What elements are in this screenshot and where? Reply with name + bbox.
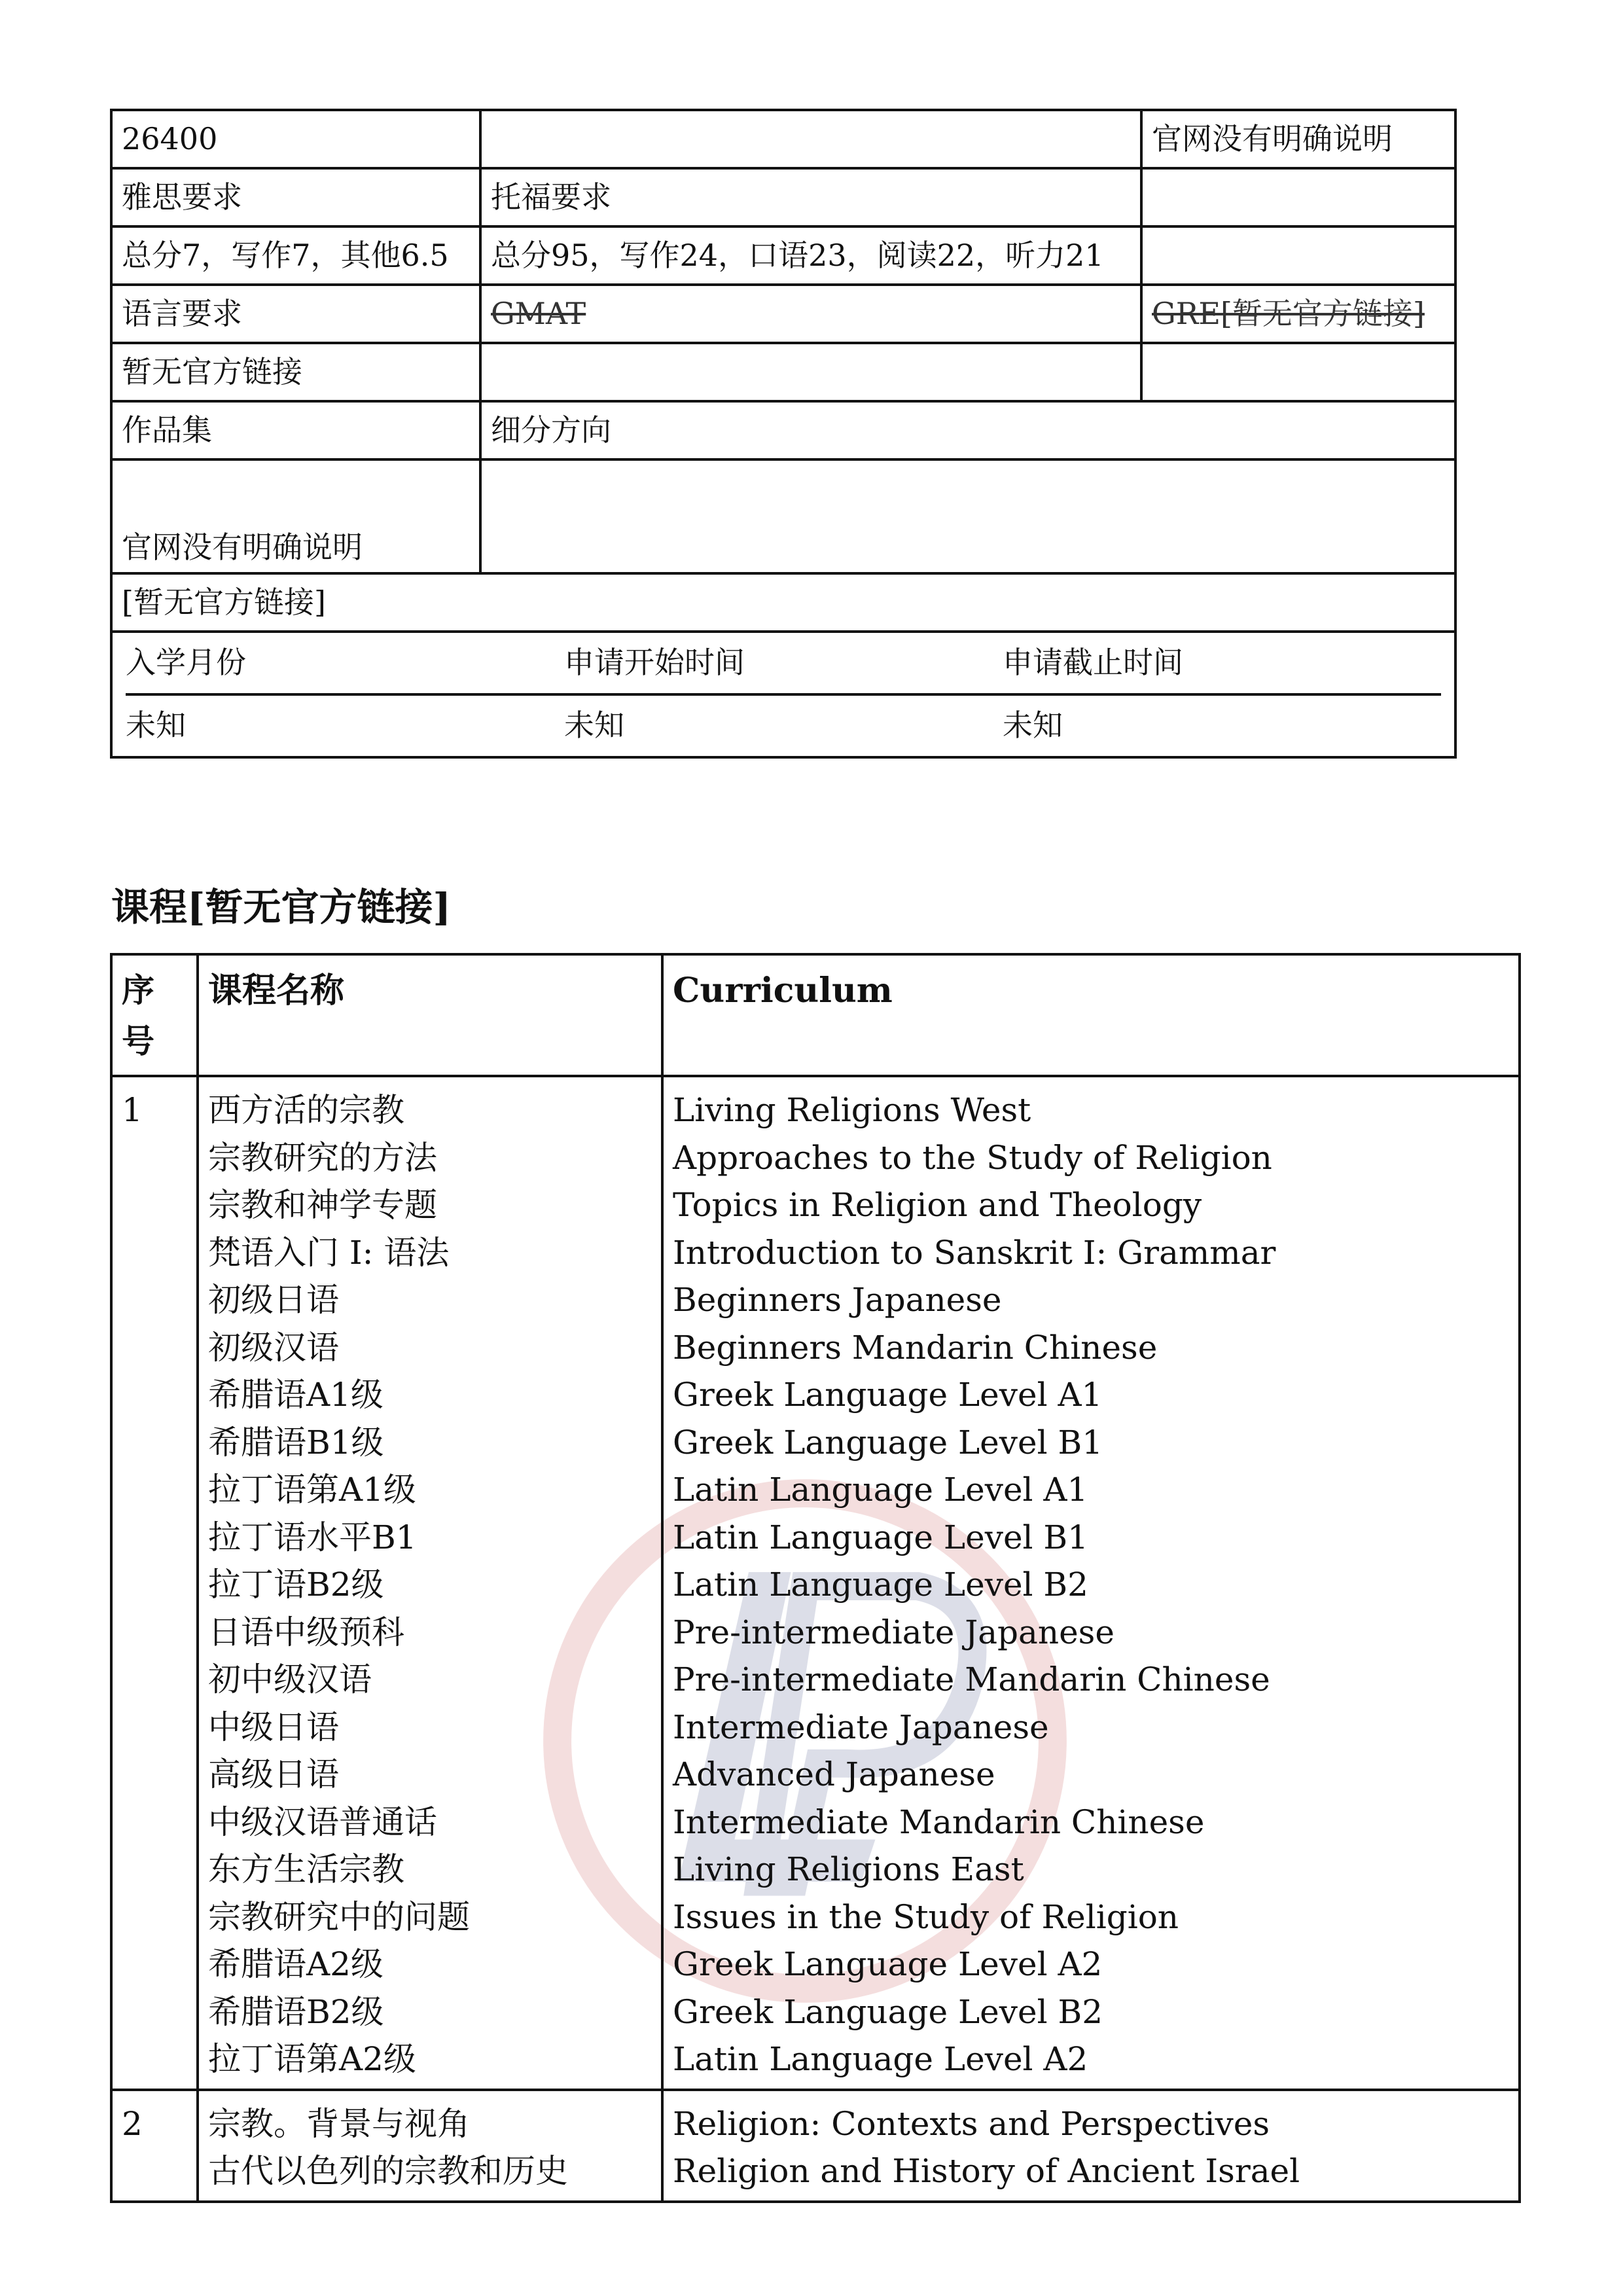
course-name-zh: 日语中级预科 <box>208 1613 404 1651</box>
tuition-note: 官网没有明确说明 <box>1141 110 1455 168</box>
course-name-zh: 初级汉语 <box>208 1328 339 1367</box>
open-value: 未知 <box>564 708 624 744</box>
course-name-en: Latin Language Level A2 <box>673 2040 1088 2078</box>
course-name-zh: 宗教和神学专题 <box>208 1186 437 1224</box>
course-name-zh: 中级汉语普通话 <box>208 1803 437 1841</box>
course-name-en: Beginners Mandarin Chinese <box>673 1328 1158 1367</box>
portfolio-label-row <box>111 401 1455 459</box>
course-name-en: Living Religions East <box>673 1850 1024 1888</box>
course-name-zh: 拉丁语第A2级 <box>208 2040 416 2078</box>
course-table <box>110 953 1521 2203</box>
course-name-en: Topics in Religion and Theology <box>673 1186 1202 1224</box>
col-num-text: 序号 <box>122 971 154 1060</box>
course-name-en: Advanced Japanese <box>673 1755 995 1793</box>
course-name-zh: 希腊语A2级 <box>208 1945 383 1983</box>
course-num: 2 <box>111 2090 198 2202</box>
course-name-en: Introduction to Sanskrit I: Grammar <box>673 1233 1276 1272</box>
portfolio-link-row <box>111 573 1455 632</box>
course-names-zh <box>198 1076 662 2090</box>
course-name-en: Greek Language Level A1 <box>673 1376 1103 1414</box>
course-name-en: Beginners Japanese <box>673 1281 1002 1319</box>
course-name-en: Pre-intermediate Mandarin Chinese <box>673 1660 1270 1698</box>
course-names-en <box>662 2090 1520 2202</box>
course-name-en: Latin Language Level A1 <box>673 1471 1088 1509</box>
language-link-row <box>111 343 1455 401</box>
course-name-zh: 希腊语A1级 <box>208 1376 383 1414</box>
table-row <box>111 1076 1520 2090</box>
tuition-value: 26400 <box>111 110 480 168</box>
dates-grid <box>126 633 1441 756</box>
course-name-zh: 拉丁语第A1级 <box>208 1471 416 1509</box>
program-info-table <box>110 109 1457 759</box>
course-name-zh: 西方活的宗教 <box>208 1091 404 1129</box>
col-name-header: 课程名称 <box>198 954 662 1076</box>
course-name-zh: 宗教。背景与视角 <box>208 2104 470 2143</box>
col-en-header: Curriculum <box>662 954 1520 1076</box>
course-name-en: Intermediate Mandarin Chinese <box>673 1803 1205 1841</box>
course-name-en: Approaches to the Study of Religion <box>673 1138 1272 1177</box>
test-label-row <box>111 168 1455 226</box>
course-name-en: Intermediate Japanese <box>673 1708 1049 1746</box>
language-label: 语言要求 <box>111 285 480 343</box>
course-name-zh: 东方生活宗教 <box>208 1850 404 1888</box>
portfolio-label: 作品集 <box>111 401 480 459</box>
empty-cell <box>1141 168 1455 226</box>
course-name-zh: 拉丁语水平B1 <box>208 1518 417 1556</box>
table-row <box>111 2090 1520 2202</box>
course-name-en: Pre-intermediate Japanese <box>673 1613 1115 1651</box>
course-name-zh: 希腊语B1级 <box>208 1423 384 1462</box>
gmat-label: GMAT <box>480 285 1141 343</box>
language-link: 暂无官方链接 <box>111 343 480 401</box>
course-name-en: Latin Language Level B2 <box>673 1566 1088 1604</box>
direction-label: 细分方向 <box>480 401 1455 459</box>
course-name-en: Religion: Contexts and Perspectives <box>673 2104 1270 2143</box>
tuition-row <box>111 110 1455 168</box>
portfolio-value-row <box>111 459 1455 573</box>
course-name-en: Religion and History of Ancient Israel <box>673 2152 1300 2190</box>
intake-value: 未知 <box>126 708 186 744</box>
courses-heading: 课程[暂无官方链接] <box>111 885 451 929</box>
course-names-zh <box>198 2090 662 2202</box>
toefl-value: 总分95，写作24，口语23，阅读22，听力21 <box>480 226 1141 285</box>
course-name-zh: 希腊语B2级 <box>208 1992 384 2031</box>
course-names-en <box>662 1076 1520 2090</box>
empty-cell <box>1141 343 1455 401</box>
empty-cell <box>1141 226 1455 285</box>
course-name-en: Greek Language Level B2 <box>673 1992 1103 2031</box>
course-num: 1 <box>111 1076 198 2090</box>
empty-cell <box>480 343 1141 401</box>
course-name-zh: 宗教研究的方法 <box>208 1138 437 1177</box>
direction-value <box>480 459 1455 573</box>
course-name-en: Latin Language Level B1 <box>673 1518 1088 1556</box>
dates-row <box>111 632 1455 757</box>
empty-cell <box>480 110 1141 168</box>
course-body <box>111 1076 1520 2202</box>
toefl-label: 托福要求 <box>480 168 1141 226</box>
course-name-zh: 中级日语 <box>208 1708 339 1746</box>
course-name-en: Greek Language Level B1 <box>673 1423 1103 1462</box>
course-name-zh: 梵语入门 I: 语法 <box>208 1233 450 1272</box>
open-label: 申请开始时间 <box>564 633 1003 696</box>
course-name-zh: 初级日语 <box>208 1281 339 1319</box>
course-name-en: Issues in the Study of Religion <box>673 1897 1179 1936</box>
course-name-en: Greek Language Level A2 <box>673 1945 1103 1983</box>
course-name-zh: 高级日语 <box>208 1755 339 1793</box>
ielts-value: 总分7，写作7，其他6.5 <box>111 226 480 285</box>
course-header-row <box>111 954 1520 1076</box>
gre-label: GRE[暂无官方链接] <box>1141 285 1455 343</box>
course-name-zh: 拉丁语B2级 <box>208 1566 384 1604</box>
course-name-en: Living Religions West <box>673 1091 1031 1129</box>
intake-label: 入学月份 <box>126 633 564 696</box>
language-row <box>111 285 1455 343</box>
deadline-label: 申请截止时间 <box>1003 633 1441 696</box>
course-name-zh: 古代以色列的宗教和历史 <box>208 2152 568 2190</box>
test-value-row <box>111 226 1455 285</box>
course-name-zh: 宗教研究中的问题 <box>208 1897 470 1936</box>
portfolio-link: [暂无官方链接] <box>111 573 1455 632</box>
ielts-label: 雅思要求 <box>111 168 480 226</box>
col-num-header <box>111 954 198 1076</box>
course-name-zh: 初中级汉语 <box>208 1660 372 1698</box>
deadline-value: 未知 <box>1003 708 1063 744</box>
dates-cell <box>111 632 1455 757</box>
portfolio-value: 官网没有明确说明 <box>111 459 480 573</box>
